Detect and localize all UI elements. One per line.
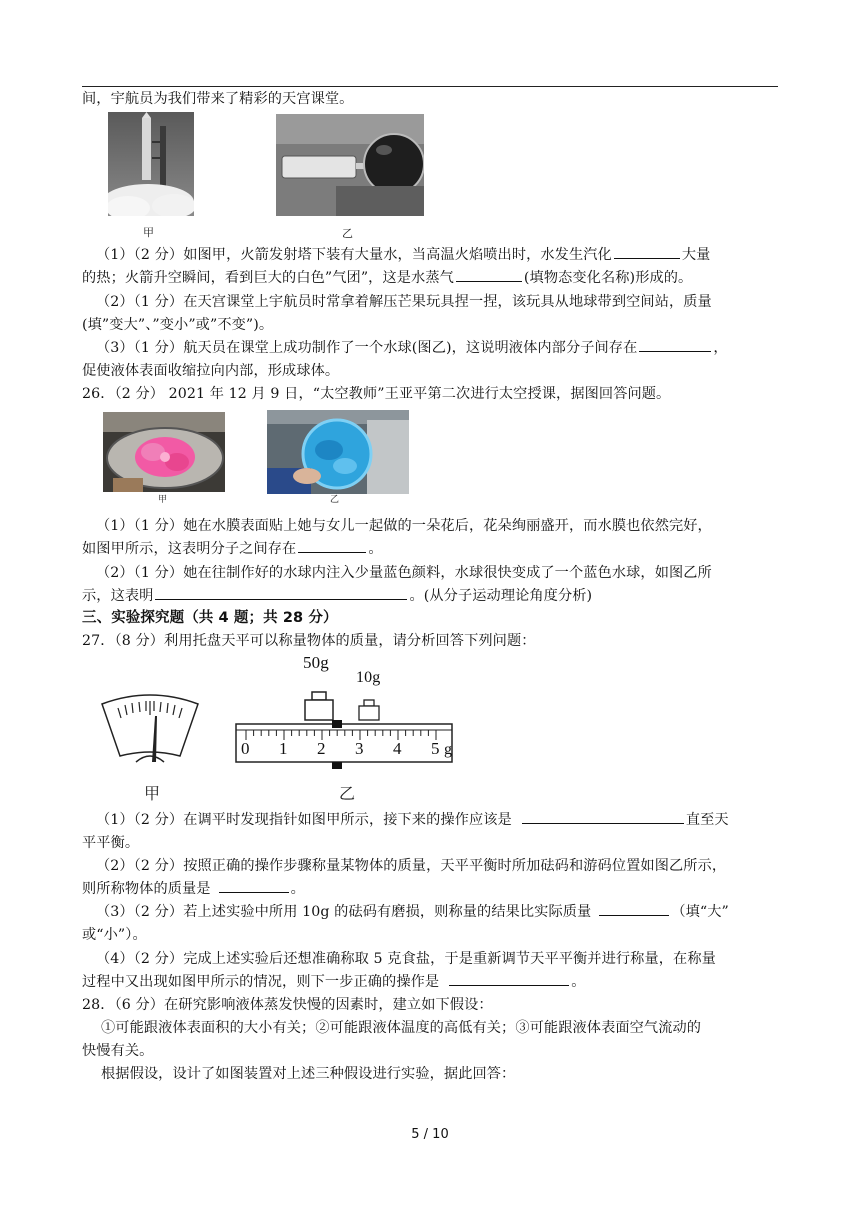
flower-water-film-photo: [103, 412, 225, 492]
q26-1-text-c: 。: [368, 541, 383, 557]
section-3-heading: 三、实验探究题（共 4 题；共 28 分）: [82, 610, 338, 626]
rocket-launch-photo: [108, 112, 194, 216]
scale-tick-label: 1: [279, 739, 288, 758]
q26-part2: （2）（1 分）她在往制作好的水球内注入少量蓝色颜料，水球很快变成了一个蓝色水球，如图乙所: [96, 565, 712, 581]
scale-tick-label: 5: [431, 739, 440, 758]
q27-4-text-c: 。: [571, 974, 586, 990]
q27-3-blank: [599, 901, 669, 916]
q25-1-text-a: （1）（2 分）如图甲，火箭发射塔下装有大量水，当高温火焰喷出时，水发生汽化: [96, 247, 612, 263]
q28-stem: 28．（6 分）在研究影响液体蒸发快慢的因素时，建立如下假设：: [82, 997, 493, 1013]
fig25-caption-yi: 乙: [342, 227, 353, 240]
q25-part1-cont: [82, 267, 692, 289]
q25-part3-cont: 促使液体表面收缩拉向内部，形成球体。: [82, 363, 340, 379]
scale-tick-label: 4: [393, 739, 402, 758]
q27-part1: [96, 809, 729, 831]
q25-part1: [96, 244, 710, 266]
q28-design: 根据假设，设计了如图装置对上述三种假设进行实验，据此回答：: [101, 1066, 516, 1082]
scale-tick-label: 2: [317, 739, 326, 758]
intro-line: 间，宇航员为我们带来了精彩的天宫课堂。: [82, 91, 354, 107]
q27-part4-cont: [82, 971, 586, 993]
q27-part3-cont: 或“小”）。: [82, 927, 147, 943]
scale-unit-label: g: [444, 741, 452, 758]
q27-part2-cont: [82, 878, 305, 900]
q28-hypotheses-cont: 快慢有关。: [82, 1043, 154, 1059]
fig27-caption-yi: 乙: [339, 784, 356, 803]
q27-4-blank: [449, 971, 569, 986]
rider-top[interactable]: [332, 720, 342, 728]
q27-part4: （4）（2 分）完成上述实验后还想准确称取 5 克食盐，于是重新调节天平平衡并进行称量，在称量: [96, 951, 716, 967]
page-number: 5 / 10: [411, 1127, 449, 1142]
q25-part2-cont: (填”变大”、”变小”或”不变”)。: [82, 317, 274, 333]
fig26-caption-jia: 甲: [158, 495, 168, 505]
q27-1-blank: [522, 809, 684, 824]
q27-1-text-b: 直至天: [685, 812, 729, 828]
q26-part1: （1）（1 分）她在水膜表面贴上她与女儿一起做的一朵花后，花朵绚丽盛开，而水膜也依然完好，: [96, 518, 712, 534]
q27-2-blank: [219, 878, 289, 893]
fig26-caption-yi: 乙: [330, 495, 340, 505]
q27-2-text-b: 则所称物体的质量是: [82, 881, 211, 897]
q26-2-text-c: 。(从分子运动理论角度分析): [409, 588, 593, 604]
q27-part2: （2）（2 分）按照正确的操作步骤称量某物体的质量，天平平衡时所加砝码和游码位置如图乙所示，: [96, 858, 727, 874]
q27-stem: 27．（8 分）利用托盘天平可以称量物体的质量，请分析回答下列问题：: [82, 633, 536, 649]
balance-pointer-dial: [98, 692, 202, 776]
rider-bottom[interactable]: [332, 762, 342, 769]
q27-part1-cont: 平平衡。: [82, 835, 140, 851]
weight-10g-label: 10g: [356, 669, 381, 686]
q25-1-text-c: 的热；火箭升空瞬间，看到巨大的白色”气团”，这是水蒸气: [82, 270, 454, 286]
q26-stem: 26．（2 分） 2021 年 12 月 9 日，“太空教师”王亚平第二次进行太空授课，据图回答问题。: [82, 386, 671, 402]
q27-3-text-b: （填“大”: [671, 904, 729, 920]
q27-1-text-a: （1）（2 分）在调平时发现指针如图甲所示，接下来的操作应该是: [96, 812, 512, 828]
weight-50g-label: 50g: [303, 653, 329, 672]
q27-3-text-a: （3）（2 分）若上述实验中所用 10g 的砝码有磨损，则称量的结果比实际质量: [96, 904, 592, 920]
fig25-caption-jia: 甲: [143, 226, 154, 239]
fig27-caption-jia: 甲: [144, 784, 161, 803]
q25-part2: （2）（1 分）在天宫课堂上宇航员时常拿着解压芒果玩具捏一捏，该玩具从地球带到空间站，质量: [96, 294, 712, 310]
scale-tick-label: 0: [241, 739, 250, 758]
q28-hypotheses: ①可能跟液体表面积的大小有关；②可能跟液体温度的高低有关；③可能跟液体表面空气流动的: [101, 1020, 702, 1036]
q27-part3: [96, 901, 729, 923]
scale-tick-label: 3: [355, 739, 364, 758]
q26-part1-cont: [82, 538, 383, 560]
q25-3-text-b: ，: [713, 340, 728, 356]
header-rule: [82, 86, 778, 87]
q25-part3: [96, 337, 728, 359]
balance-scale-beam: [232, 680, 458, 776]
q25-1-blank-1: [614, 244, 680, 259]
q27-2-text-c: 。: [290, 881, 305, 897]
q26-2-blank: [155, 585, 407, 600]
q27-4-text-b: 过程中又出现如图甲所示的情况，则下一步正确的操作是: [82, 974, 440, 990]
blue-water-ball-photo: [267, 410, 409, 494]
q25-3-text-a: （3）（1 分）航天员在课堂上成功制作了一个水球(图乙)，这说明液体内部分子间存在: [96, 340, 638, 356]
q26-2-text-b: 示，这表明: [82, 588, 154, 604]
q26-part2-cont: [82, 585, 592, 607]
q25-1-text-b: 大量: [681, 247, 711, 263]
q26-1-blank: [298, 538, 366, 553]
water-ball-syringe-photo: [276, 114, 424, 216]
q25-1-text-d: (填物态变化名称)形成的。: [523, 270, 693, 286]
q26-1-text-b: 如图甲所示，这表明分子之间存在: [82, 541, 297, 557]
q25-1-blank-2: [456, 267, 522, 282]
q25-3-blank: [639, 337, 711, 352]
